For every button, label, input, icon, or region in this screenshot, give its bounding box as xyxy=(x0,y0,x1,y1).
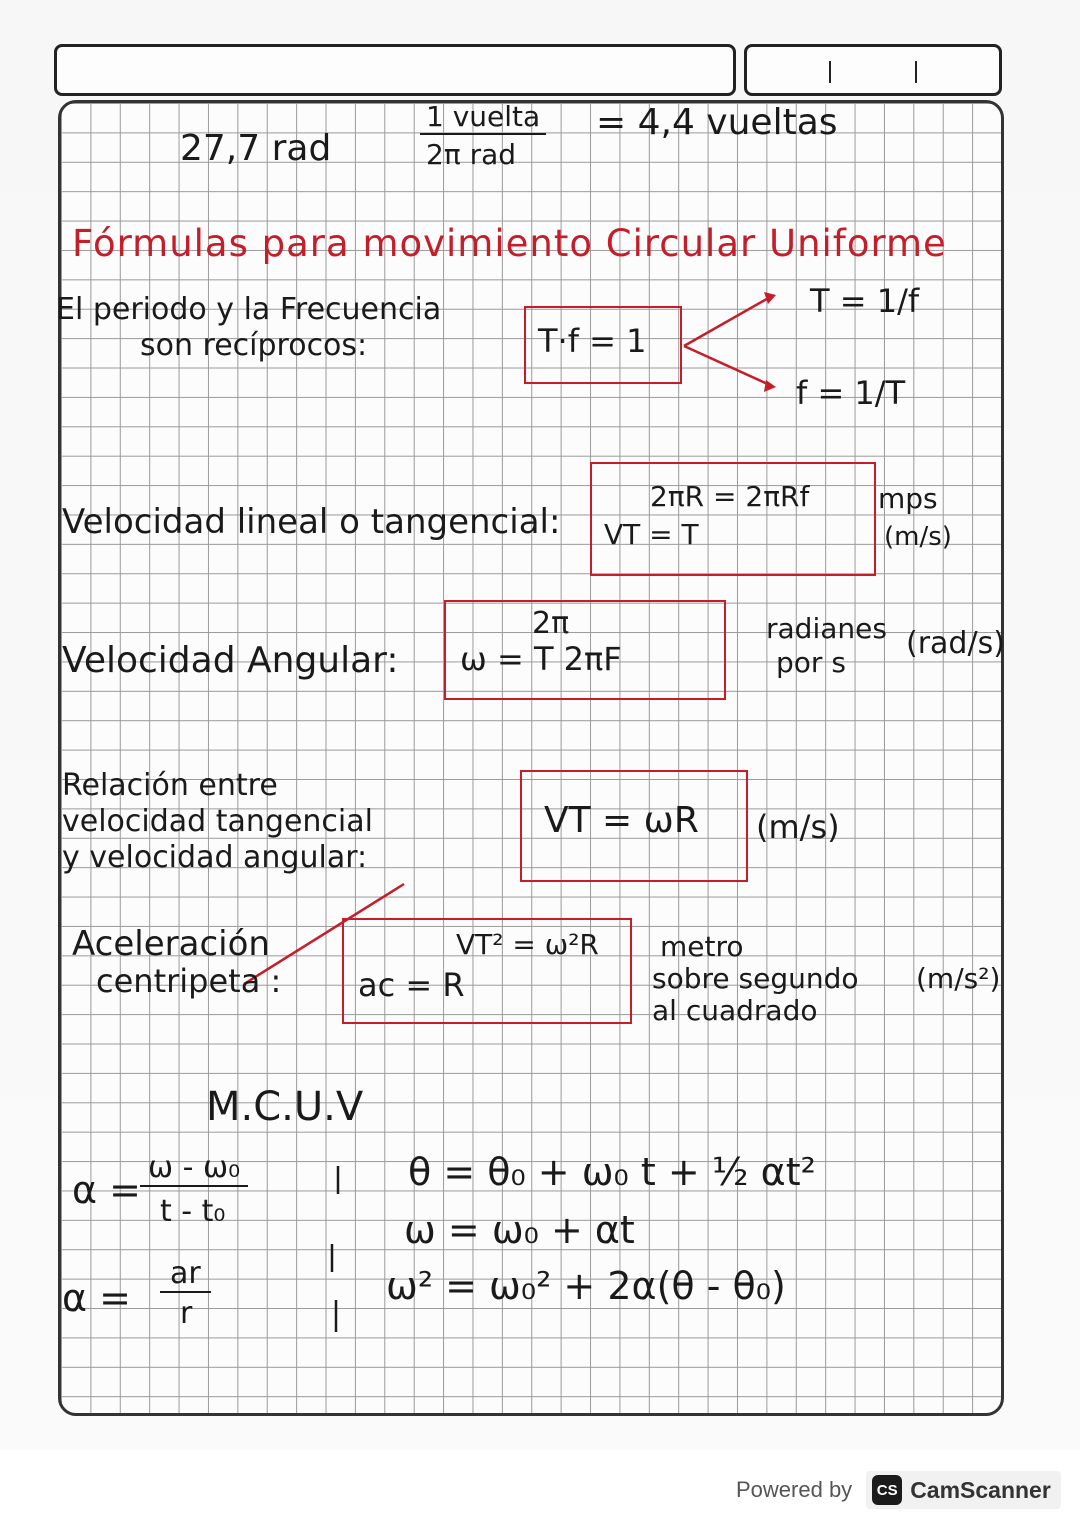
t-formula: T = 1/f xyxy=(810,282,920,320)
alpha-eq1-lhs: α = xyxy=(72,1168,141,1212)
camscanner-logo-icon: CS xyxy=(872,1475,902,1505)
conversion-fraction-den: 2π rad xyxy=(426,138,517,171)
alpha-eq2-den: r xyxy=(180,1296,193,1331)
vel-angular-bottom: ω = T 2πF xyxy=(460,640,622,678)
mcuv-eq-3: ω² = ω₀² + 2α(θ - θ₀) xyxy=(386,1264,786,1308)
relacion-formula: VT = ωR xyxy=(544,800,699,841)
aceleracion-units-2: sobre segundo xyxy=(652,962,859,995)
header-date-box xyxy=(744,44,1002,96)
aceleracion-line-2: centripeta : xyxy=(96,962,282,1000)
aceleracion-bottom: ac = R xyxy=(358,966,465,1004)
header-title-box xyxy=(54,44,736,96)
vel-angular-units-2: por s xyxy=(776,646,846,679)
section-title: Fórmulas para movimiento Circular Uniforme xyxy=(72,222,947,265)
conversion-left: 27,7 rad xyxy=(180,128,332,169)
aceleracion-units-fraction: (m/s²) xyxy=(916,962,1001,995)
conversion-result: = 4,4 vueltas xyxy=(596,102,838,143)
periodo-label-2: son recíprocos: xyxy=(140,328,368,363)
vel-lineal-bottom: VT = T xyxy=(604,518,699,551)
aceleracion-top: VT² = ω²R xyxy=(456,928,599,961)
vel-angular-units-fraction: (rad/s) xyxy=(906,626,1005,661)
mcuv-eq-1: θ = θ₀ + ω₀ t + ½ αt² xyxy=(408,1150,816,1194)
camscanner-footer xyxy=(736,1470,1061,1510)
vel-angular-label: Velocidad Angular: xyxy=(62,640,399,681)
date-divider xyxy=(829,61,831,83)
aceleracion-units-3: al cuadrado xyxy=(652,994,818,1027)
date-divider xyxy=(915,61,917,83)
vel-angular-top: 2π xyxy=(532,606,570,641)
vel-lineal-label: Velocidad lineal o tangencial: xyxy=(62,502,561,542)
camscanner-badge xyxy=(866,1471,1061,1509)
relacion-line-2: velocidad tangencial xyxy=(62,804,373,839)
vel-lineal-units-1: mps xyxy=(878,482,938,515)
relacion-line-1: Relación entre xyxy=(62,768,278,803)
alpha-eq2-num: ar xyxy=(160,1256,211,1293)
periodo-arrows xyxy=(680,290,800,400)
vel-lineal-units-2: (m/s) xyxy=(884,522,952,552)
f-formula: f = 1/T xyxy=(796,374,906,412)
mcuv-title: M.C.U.V xyxy=(206,1084,364,1130)
conversion-fraction-num: 1 vuelta xyxy=(420,100,546,135)
relacion-units: (m/s) xyxy=(756,808,840,846)
alpha-eq2-lhs: α = xyxy=(62,1276,131,1320)
vel-angular-units-1: radianes xyxy=(766,612,887,645)
powered-by-label: Powered by xyxy=(736,1477,853,1502)
alpha-eq1-num: ω - ω₀ xyxy=(140,1150,248,1187)
mcuv-eq-2: ω = ω₀ + αt xyxy=(404,1208,635,1252)
mcuv-divider xyxy=(320,1160,350,1340)
periodo-label-1: El periodo y la Frecuencia xyxy=(56,292,442,327)
vel-lineal-top: 2πR = 2πRf xyxy=(650,480,810,513)
periodo-formula: T·f = 1 xyxy=(538,322,647,360)
aceleracion-units-1: metro xyxy=(660,930,744,963)
aceleracion-line-1: Aceleración xyxy=(72,924,270,964)
camscanner-brand: CamScanner xyxy=(910,1476,1051,1503)
alpha-eq1-den: t - t₀ xyxy=(160,1194,226,1229)
relacion-line-3: y velocidad angular: xyxy=(62,840,368,875)
